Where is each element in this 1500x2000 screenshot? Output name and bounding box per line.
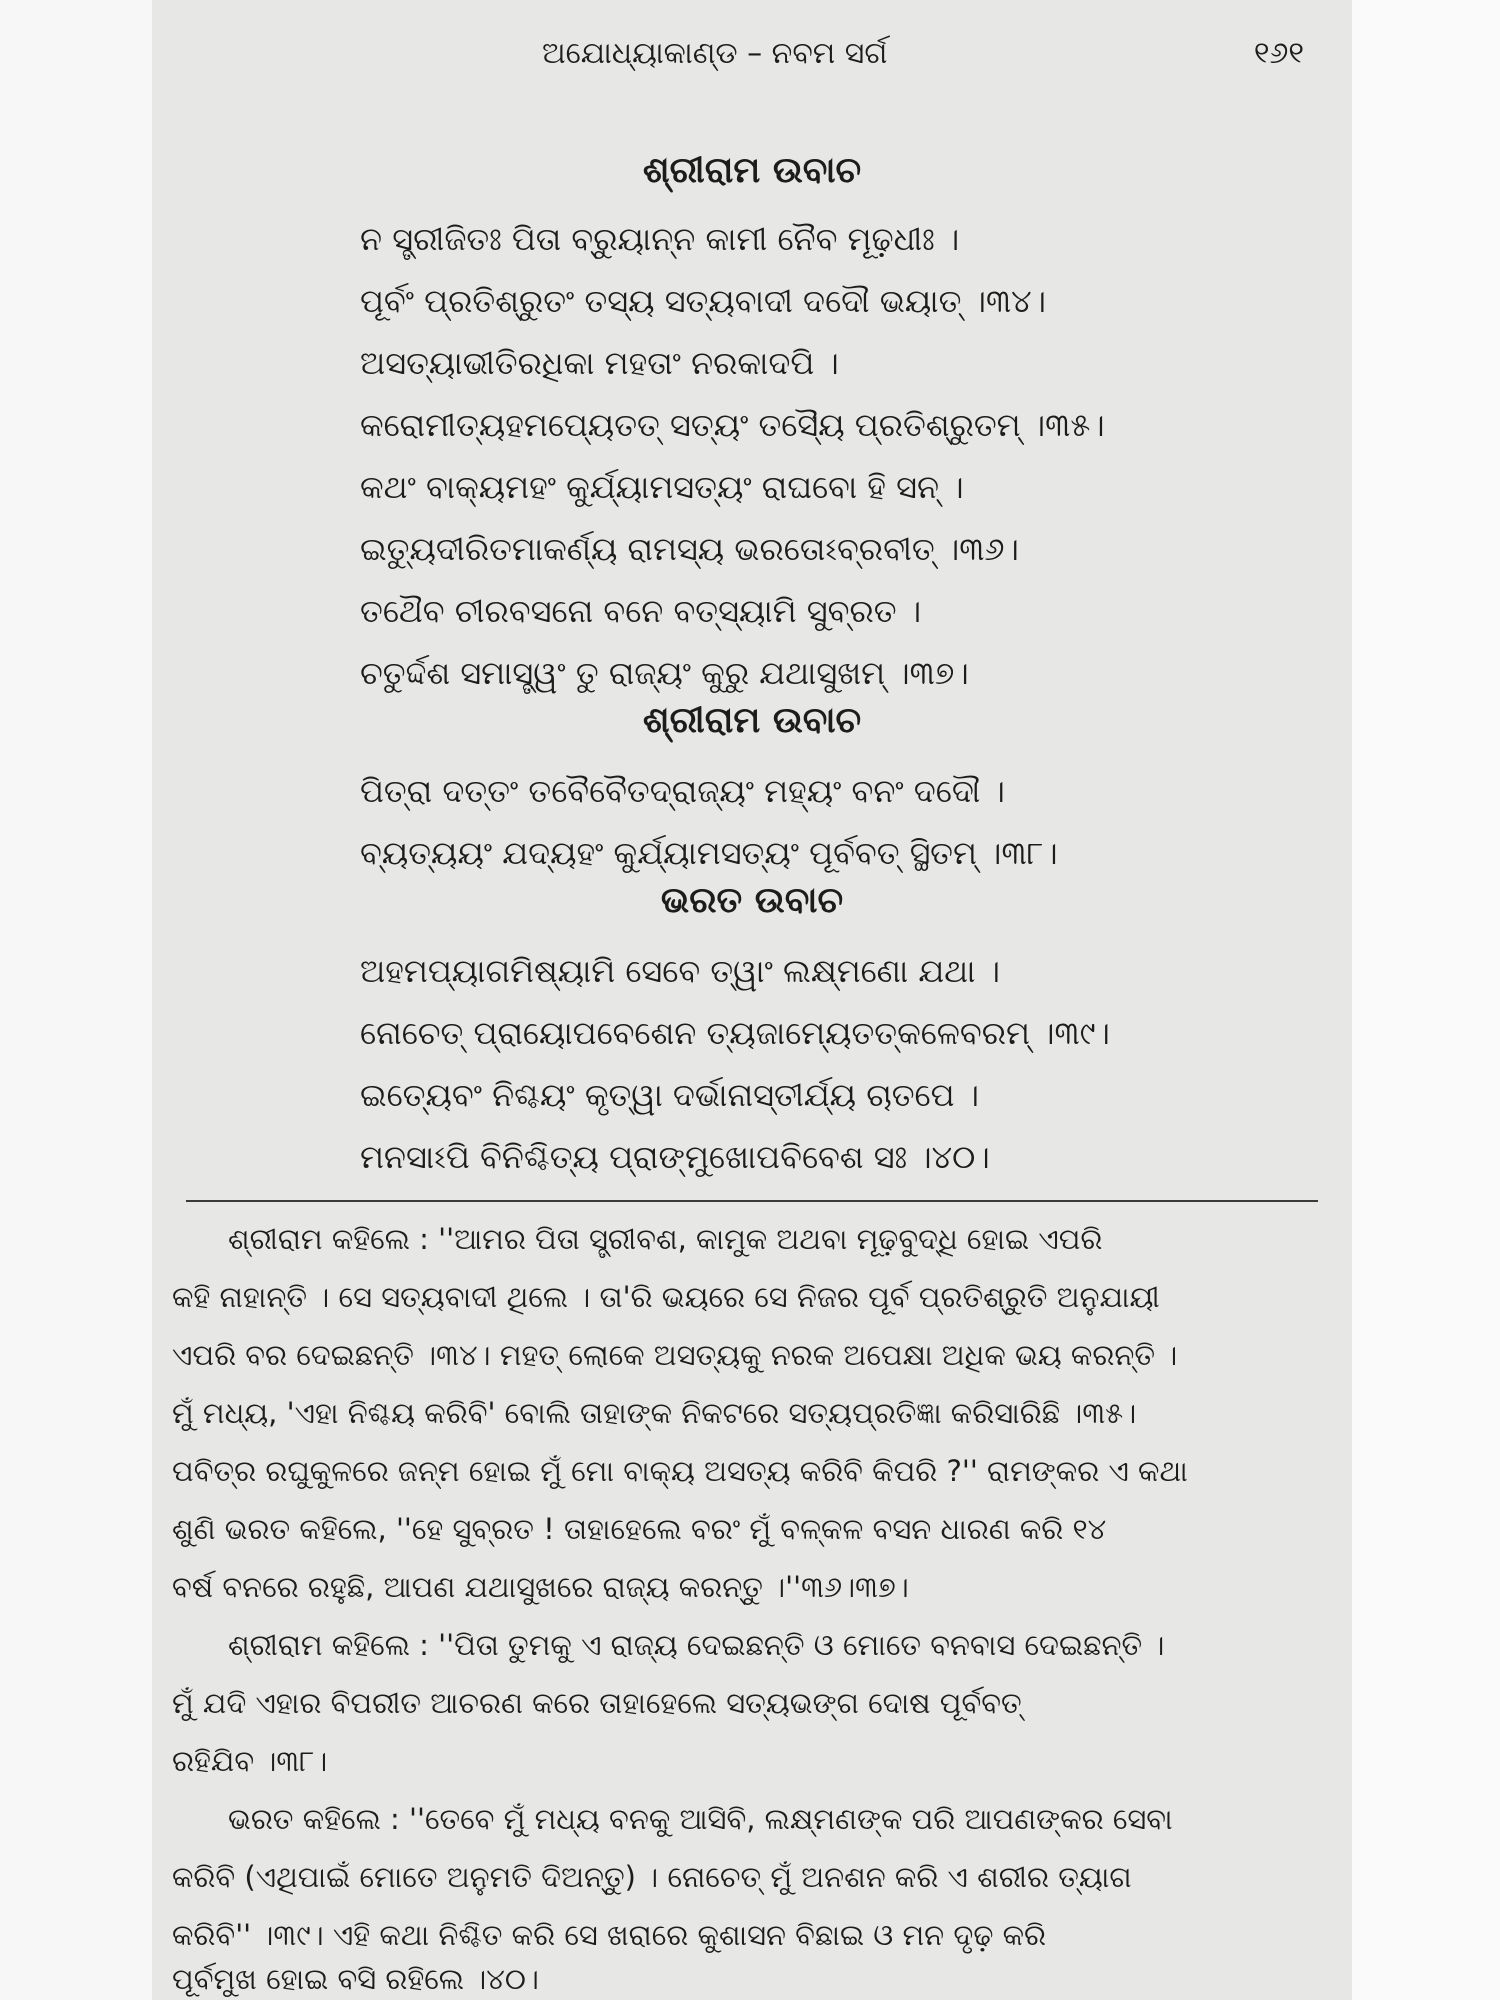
page-sheet bbox=[152, 0, 1352, 2000]
section-heading: ଭରତ ଉବାଚ bbox=[660, 880, 844, 921]
translation-line: ଶ୍ରୀରାମ କହିଲେ : ''ଆମର ପିତା ସ୍ତ୍ରୀବଶ, କାମୁକ ଅଥବା ମୂଢ଼ବୁଦ୍ଧି ହୋଇ ଏପରି bbox=[228, 1222, 1103, 1256]
verse-line: ଇତ୍ୟେବଂ ନିଶ୍ଚୟଂ କୃତ୍ୱା ଦର୍ଭାନାସ୍ତୀର୍ଯ୍ୟ ଚାତପେ । bbox=[360, 1076, 980, 1114]
verse-line: ଇତ୍ୟୁଦୀରିତମାକର୍ଣ୍ୟ ରାମସ୍ୟ ଭରତୋଽବ୍ରବୀତ୍ ।୩୬। bbox=[360, 530, 1019, 568]
verse-line: ମନସାଽପି ବିନିଶ୍ଚିତ୍ୟ ପ୍ରାଙ୍ମୁଖୋପବିବେଶ ସଃ ।୪୦। bbox=[360, 1138, 990, 1176]
verse-line: କରୋମୀତ୍ୟହମପ୍ୟେତତ୍ ସତ୍ୟଂ ତସ୍ୟୈ ପ୍ରତିଶ୍ରୁତମ୍ ।୩୫। bbox=[360, 406, 1105, 444]
translation-line: ଶୁଣି ଭରତ କହିଲେ, ''ହେ ସୁବ୍ରତ ! ତାହାହେଲେ ବରଂ ମୁଁ ବଳ୍କଳ ବସନ ଧାରଣ କରି ୧୪ bbox=[172, 1512, 1107, 1546]
verse-line: ପୂର୍ବଂ ପ୍ରତିଶ୍ରୁତଂ ତସ୍ୟ ସତ୍ୟବାଦୀ ଦଦୌ ଭୟାତ୍ ।୩୪। bbox=[360, 282, 1047, 320]
verse-line: ଅସତ୍ୟାଭୀତିରଧିକା ମହତାଂ ନରକାଦପି । bbox=[360, 344, 839, 382]
translation-line: ବର୍ଷ ବନରେ ରହୁଛି, ଆପଣ ଯଥାସୁଖରେ ରାଜ୍ୟ କରନ୍ତୁ ।''୩୬।୩୭। bbox=[172, 1570, 909, 1604]
translation-line: କହି ନାହାନ୍ତି । ସେ ସତ୍ୟବାଦୀ ଥିଲେ । ତା'ରି ଭୟରେ ସେ ନିଜର ପୂର୍ବ ପ୍ରତିଶ୍ରୁତି ଅନୁଯାୟୀ bbox=[172, 1280, 1160, 1314]
verse-line: ଅହମପ୍ୟାଗମିଷ୍ୟାମି ସେବେ ତ୍ୱାଂ ଲକ୍ଷ୍ମଣୋ ଯଥା । bbox=[360, 952, 1000, 990]
verse-line: ନ ସ୍ତ୍ରୀଜିତଃ ପିତା ବ୍ରୁୟାନ୍ନ କାମୀ ନୈବ ମୂଢ଼ଧୀଃ । bbox=[360, 220, 960, 258]
right-margin bbox=[1352, 0, 1500, 2000]
translation-line: ପବିତ୍ର ରଘୁକୁଳରେ ଜନ୍ମ ହୋଇ ମୁଁ ମୋ ବାକ୍ୟ ଅସତ୍ୟ କରିବି କିପରି ?'' ରାମଙ୍କର ଏ କଥା bbox=[172, 1454, 1188, 1488]
translation-line: କରିବି'' ।୩୯। ଏହି କଥା ନିଶ୍ଚିତ କରି ସେ ଖରାରେ କୁଶାସନ ବିଛାଇ ଓ ମନ ଦୃଢ଼ କରି bbox=[172, 1918, 1047, 1952]
translation-line: ମୁଁ ଯଦି ଏହାର ବିପରୀତ ଆଚରଣ କରେ ତାହାହେଲେ ସତ୍ୟଭଙ୍ଗ ଦୋଷ ପୂର୍ବବତ୍ bbox=[172, 1686, 1022, 1720]
left-margin bbox=[0, 0, 152, 2000]
verse-line: କଥଂ ବାକ୍ୟମହଂ କୁର୍ଯ୍ୟାମସତ୍ୟଂ ରାଘବୋ ହି ସନ୍ । bbox=[360, 468, 964, 506]
translation-line: ଏପରି ବର ଦେଇଛନ୍ତି ।୩୪। ମହତ୍ ଲୋକେ ଅସତ୍ୟକୁ ନରକ ଅପେକ୍ଷା ଅଧିକ ଭୟ କରନ୍ତି । bbox=[172, 1338, 1178, 1372]
verse-line: ପିତ୍ରା ଦତ୍ତଂ ତବୈବୈତଦ୍ରାଜ୍ୟଂ ମହ୍ୟଂ ବନଂ ଦଦୌ । bbox=[360, 772, 1005, 810]
translation-line: ରହିଯିବ ।୩୮। bbox=[172, 1744, 328, 1778]
verse-line: ତଥୈବ ଚୀରବସନୋ ବନେ ବତ୍ସ୍ୟାମି ସୁବ୍ରତ । bbox=[360, 592, 922, 630]
verse-line: ବ୍ୟତ୍ୟୟଂ ଯଦ୍ୟହଂ କୁର୍ଯ୍ୟାମସତ୍ୟଂ ପୂର୍ବବତ୍ ସ୍ଥିତମ୍ ।୩୮। bbox=[360, 834, 1058, 872]
translation-line: ପୂର୍ବମୁଖ ହୋଇ ବସି ରହିଲେ ।୪୦। bbox=[172, 1962, 539, 1996]
translation-line: କରିବି (ଏଥିପାଇଁ ମୋତେ ଅନୁମତି ଦିଅନ୍ତୁ) । ନୋଚେତ୍ ମୁଁ ଅନଶନ କରି ଏ ଶରୀର ତ୍ୟାଗ bbox=[172, 1860, 1132, 1894]
verse-line: ଚତୁର୍ଦ୍ଦଶ ସମାସ୍ତ୍ୱଂ ତୁ ରାଜ୍ୟଂ କୁରୁ ଯଥାସୁଖମ୍ ।୩୭। bbox=[360, 654, 969, 692]
section-divider bbox=[186, 1200, 1318, 1202]
running-header-title: ଅଯୋଧ୍ୟାକାଣ୍ଡ – ନବମ ସର୍ଗ bbox=[542, 36, 888, 71]
translation-line: ଶ୍ରୀରାମ କହିଲେ : ''ପିତା ତୁମକୁ ଏ ରାଜ୍ୟ ଦେଇଛନ୍ତି ଓ ମୋତେ ବନବାସ ଦେଇଛନ୍ତି । bbox=[228, 1628, 1165, 1662]
verse-line: ନୋଚେତ୍ ପ୍ରାୟୋପବେଶେନ ତ୍ୟଜାମ୍ୟେତତ୍କଳେବରମ୍ ।୩୯। bbox=[360, 1014, 1110, 1052]
section-heading: ଶ୍ରୀରାମ ଉବାଚ bbox=[642, 150, 862, 191]
page-number: ୧୬୧ bbox=[1253, 36, 1304, 71]
translation-line: ଭରତ କହିଲେ : ''ତେବେ ମୁଁ ମଧ୍ୟ ବନକୁ ଆସିବି, ଲକ୍ଷ୍ମଣଙ୍କ ପରି ଆପଣଙ୍କର ସେବା bbox=[228, 1802, 1173, 1836]
translation-line: ମୁଁ ମଧ୍ୟ, 'ଏହା ନିଶ୍ଚୟ କରିବି' ବୋଲି ତାହାଙ୍କ ନିକଟରେ ସତ୍ୟପ୍ରତିଜ୍ଞା କରିସାରିଛି ।୩୫। bbox=[172, 1396, 1137, 1430]
section-heading: ଶ୍ରୀରାମ ଉବାଚ bbox=[642, 700, 862, 741]
